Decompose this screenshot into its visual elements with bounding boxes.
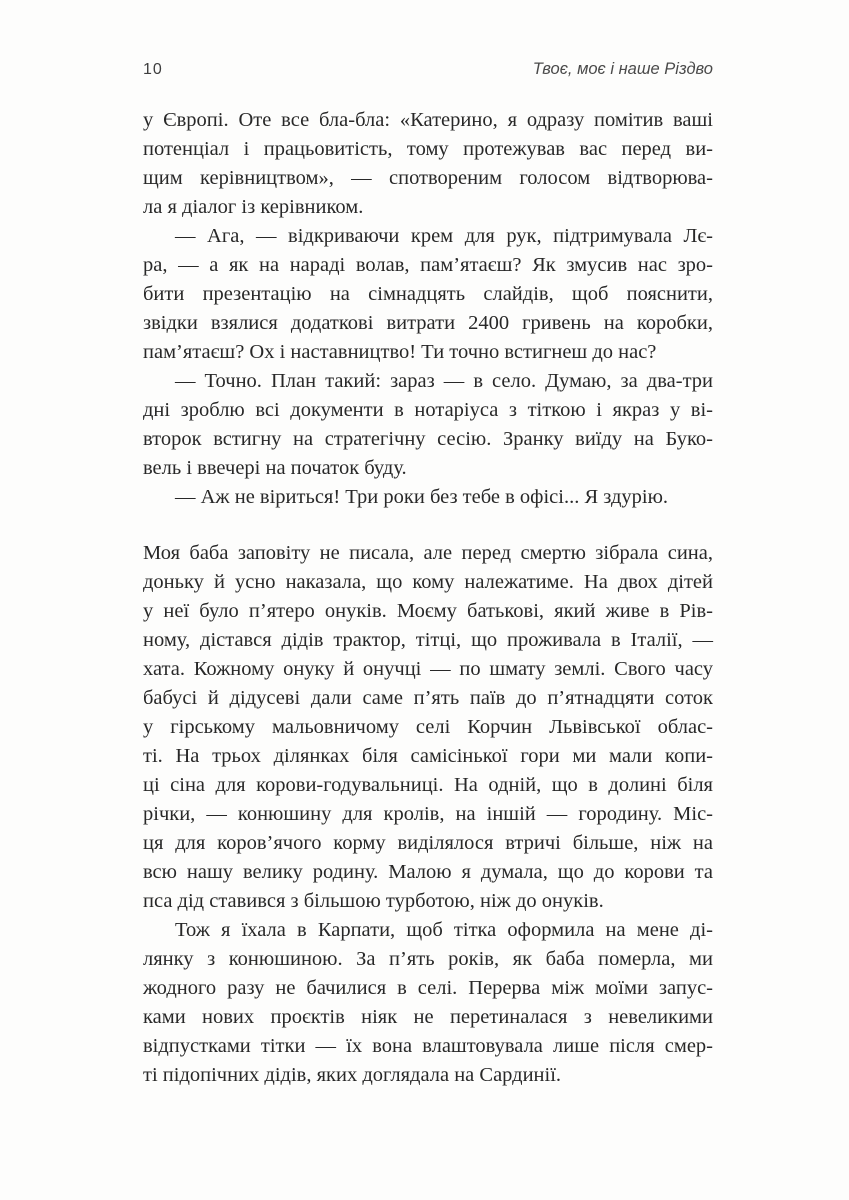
text-line: Тож я їхала в Карпати, щоб тітка оформила на мене ді- — [175, 919, 713, 941]
page-header — [143, 60, 713, 79]
paragraph — [143, 367, 713, 483]
text-line: звідки взялися додаткові витрати 2400 гривень на коробки, — [143, 312, 713, 334]
paragraph — [143, 222, 713, 367]
text-line: у Європі. Оте все бла-бла: «Катерино, я одразу помітив ваші — [143, 109, 713, 131]
text-line: дні зроблю всі документи в нотаріуса з тіткою і якраз у ві- — [143, 399, 713, 421]
text-line: ця для коров’ячого корму виділялося втричі більше, ніж на — [143, 832, 713, 854]
text-line: вель і ввечері на початок буду. — [143, 457, 407, 479]
text-line: ті. На трьох ділянках біля самісінької гори ми мали копи- — [143, 745, 713, 767]
text-line: ра, — а як на нараді волав, пам’ятаєш? Як змусив нас зро- — [143, 254, 713, 276]
text-line: пам’ятаєш? Ох і наставництво! Ти точно встигнеш до нас? — [143, 341, 657, 363]
text-line: потенціал і працьовитість, тому протежував вас перед ви- — [143, 138, 713, 160]
paragraph — [143, 539, 713, 916]
text-line: бабусі й дідусеві дали саме п’ять паїв до п’ятнадцяти соток — [143, 687, 713, 709]
text-line: — Точно. План такий: зараз — в село. Думаю, за два-три — [175, 370, 713, 392]
text-line: — Ага, — відкриваючи крем для рук, підтримувала Лє- — [175, 225, 713, 247]
text-line: бити презентацію на сімнадцять слайдів, щоб пояснити, — [143, 283, 713, 305]
paragraph — [143, 106, 713, 222]
text-line: ками нових проєктів ніяк не перетиналася з невеликими — [143, 1006, 713, 1028]
text-line: річки, — конюшину для кролів, на іншій — городину. Міс- — [143, 803, 713, 825]
text-line: лянку з конюшиною. За п’ять років, як баба померла, ми — [143, 948, 713, 970]
text-line: жодного разу не бачилися в селі. Перерва між моїми запус- — [143, 977, 713, 999]
text-line: ці сіна для корови-годувальниці. На одній, що в долині біля — [143, 774, 713, 796]
text-line: второк встигну на стратегічну сесію. Зранку виїду на Буко- — [143, 428, 713, 450]
paragraph — [143, 916, 713, 1090]
page-content — [143, 60, 713, 1090]
running-title: Твоє, моє і наше Різдво — [532, 60, 713, 78]
text-line: — Аж не віриться! Три роки без тебе в офісі... Я здурію. — [175, 486, 669, 508]
text-line: доньку й усно наказала, що кому належатиме. На двох дітей — [143, 571, 713, 593]
text-line: Моя баба заповіту не писала, але перед смертю зібрала сина, — [143, 542, 713, 564]
page-number: 10 — [143, 61, 163, 78]
text-line: у неї було п’ятеро онуків. Моєму батькові, який живе в Рів- — [143, 600, 713, 622]
paragraph — [143, 483, 713, 512]
text-line: пса дід ставився з більшою турботою, ніж до онуків. — [143, 890, 604, 912]
text-line: у гірському мальовничому селі Корчин Львівської облас- — [143, 716, 713, 738]
text-line: хата. Кожному онуку й онучці — по шмату землі. Свого часу — [143, 658, 713, 680]
text-line: ті підопічних дідів, яких доглядала на Сардинії. — [143, 1064, 562, 1086]
text-line: щим керівництвом», — спотвореним голосом відтворюва- — [143, 167, 713, 189]
text-line: ла я діалог із керівником. — [143, 196, 364, 218]
text-line: всю нашу велику родину. Малою я думала, що до корови та — [143, 861, 713, 883]
text-line: відпустками тітки — їх вона влаштовувала лише після смер- — [143, 1035, 713, 1057]
text-line: ному, дістався дідів трактор, тітці, що проживала в Італії, — — [143, 629, 713, 651]
body-text — [143, 106, 713, 1090]
